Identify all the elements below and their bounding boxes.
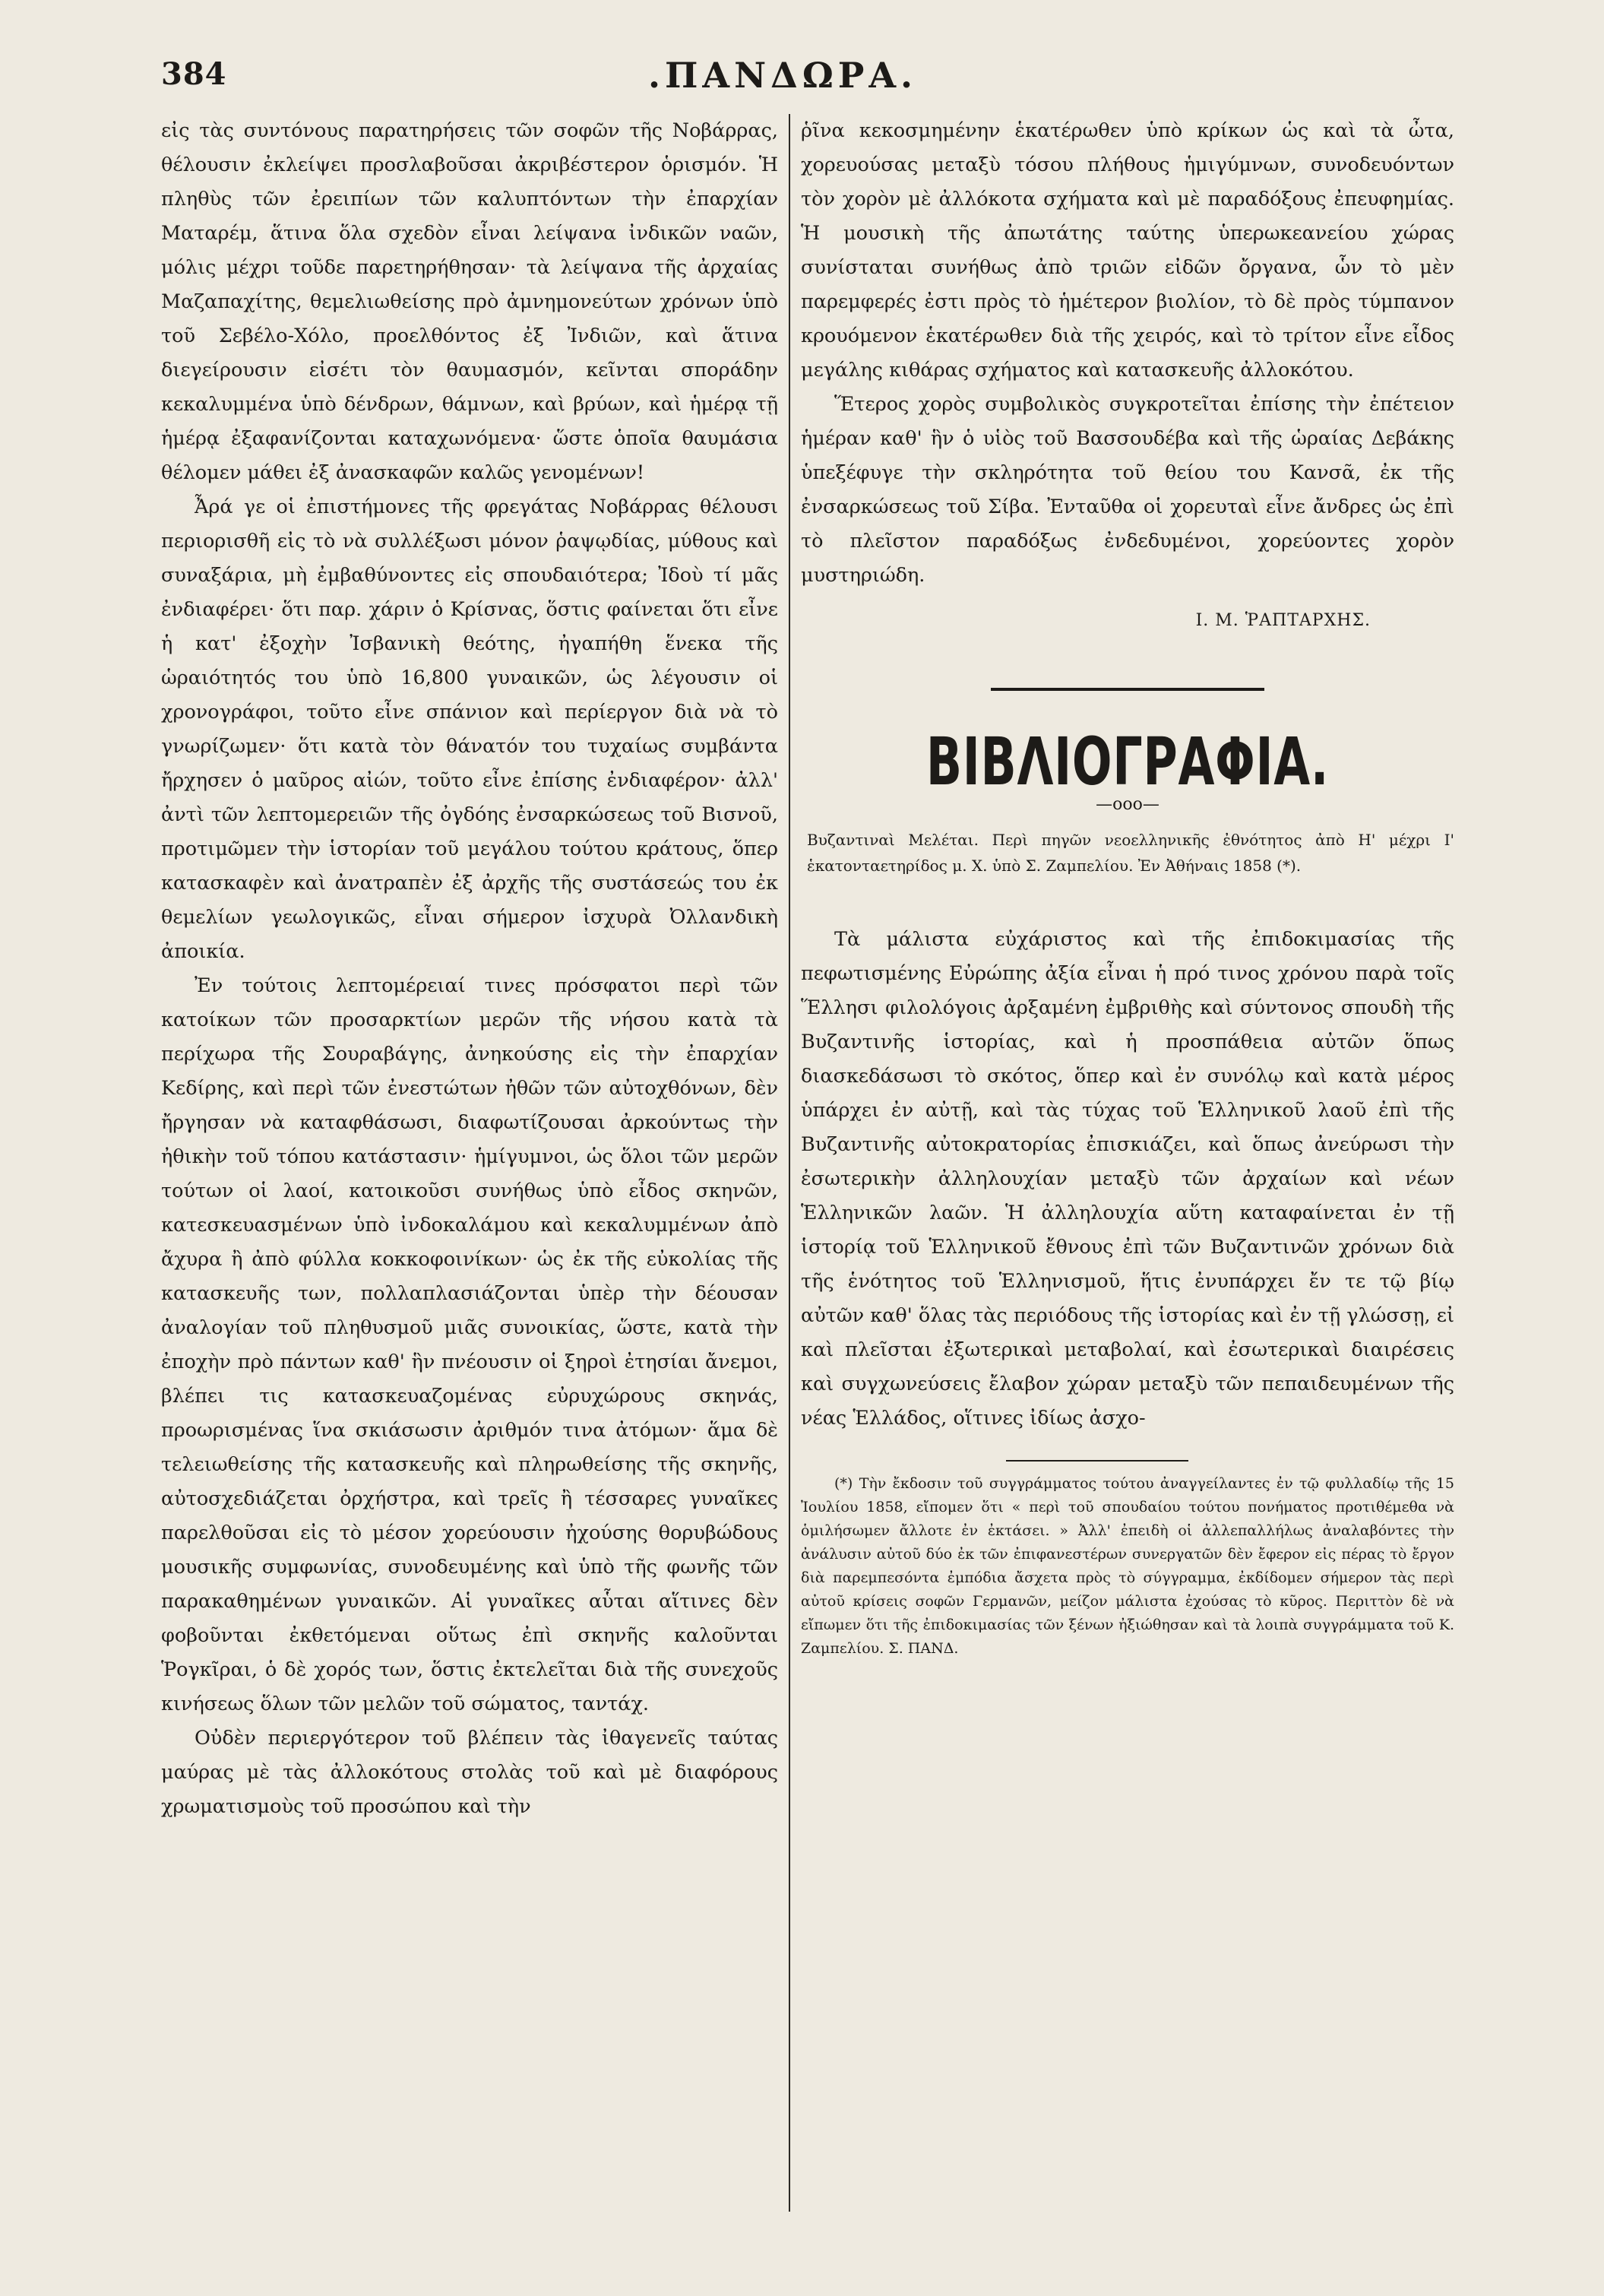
paragraph: Ἕτερος χορὸς συμβολικὸς συγκροτεῖται ἐπίσης τὴν ἐπέτειον ἡμέραν καθ' ἣν ὁ υἱὸς τοῦ Βασσουδέβα καὶ τῆς ὡραίας Δεβάκης ὑπεξέφυγε τὴν σκληρότητα τοῦ θείου του Κανσᾶ, ἐκ τῆς ἐνσαρκώσεως τοῦ Σίβα. Ἐνταῦθα οἱ χορευταὶ εἶνε ἄνδρες ὡς ἐπὶ τὸ πλεῖστον παραδόξως ἐνδεδυμένοι, χορεύοντες χορὸν μυστηριώδη. [801, 393, 1454, 587]
left-column [161, 114, 778, 1824]
paragraph: Ἆρά γε οἱ ἐπιστήμονες τῆς φρεγάτας Νοβάρρας θέλουσι περιορισθῆ εἰς τὸ νὰ συλλέξωσι μόνον ῥαψῳδίας, μύθους καὶ συναξάρια, μὴ ἐμβαθύνοντες εἰς σπουδαιότερα; Ἰδοὺ τί μᾶς ἐνδιαφέρει· ὅτι παρ. χάριν ὁ Κρίσνας, ὅστις φαίνεται ὅτι εἶνε ἡ κατ' ἐξοχὴν Ἰσβανικὴ θεότης, ἠγαπήθη ἕνεκα τῆς ὡραιότητός του ὑπὸ 16,800 γυναικῶν, ὡς λέγουσιν οἱ χρονογράφοι, τοῦτο εἶνε σπάνιον καὶ περίεργον διὰ νὰ τὸ γνωρίζωμεν· ὅτι κατὰ τὸν θάνατόν του τυχαίως συμβάντα ἤρχησεν ὁ μαῦρος αἰών, τοῦτο εἶνε ἐπίσης ἐνδιαφέρον· ἀλλ' ἀντὶ τῶν λεπτομερειῶν τῆς ὀγδόης ἐνσαρκώσεως τοῦ Βισνοῦ, προτιμῶμεν τὴν ἱστορίαν τοῦ μεγάλου τούτου κράτους, ὅπερ κατασκαφὲν καὶ ἀνατραπὲν ἐξ ἀρχῆς τῆς συστάσεώς του ἐκ θεμελίων γεωλογικῶς, εἶναι σήμερον ἰσχυρὰ Ὀλλανδικὴ ἀποικία. [161, 496, 778, 963]
column-divider [789, 114, 790, 2212]
footnote-rule [1006, 1460, 1188, 1462]
section-heading: ΒΙΒΛΙΟΓΡΑΦΙΑ. [925, 724, 1330, 800]
page-number: 384 [161, 56, 227, 92]
author-signature: Ι. Μ. ῬΑΠΤΑΡΧΗΣ. [1195, 611, 1371, 630]
paragraph: Ἐν τούτοις λεπτομέρειαί τινες πρόσφατοι περὶ τῶν κατοίκων τῶν προσαρκτίων μερῶν τῆς νήσου κατὰ τὰ περίχωρα τῆς Σουραβάγης, ἀνηκούσης εἰς τὴν ἐπαρχίαν Κεδίρης, καὶ περὶ τῶν ἐνεστώτων ἠθῶν τῶν αὐτοχθόνων, δὲν ἤργησαν νὰ καταφθάσωσι, διαφωτίζουσαι ἀρκούντως τὴν ἠθικὴν τοῦ τόπου κατάστασιν· ἡμίγυμνοι, ὡς ὅλοι τῶν μερῶν τούτων οἱ λαοί, κατοικοῦσι συνήθως ὑπὸ εἶδος σκηνῶν, κατεσκευασμένων ὑπὸ ἰνδοκαλάμου καὶ κεκαλυμμένων ἀπὸ ἄχυρα ἢ ἀπὸ φύλλα κοκκοφοινίκων· ὡς ἐκ τῆς εὐκολίας τῆς κατασκευῆς των, πολλαπλασιάζονται ὑπὲρ τὴν δέουσαν ἀναλογίαν τοῦ πληθυσμοῦ μιᾶς συνοικίας, ὥστε, κατὰ τὴν ἐποχὴν πρὸ πάντων καθ' ἣν πνέουσιν οἱ ξηροὶ ἐτησίαι ἄνεμοι, βλέπει τις κατασκευαζομένας εὐρυχώρους σκηνάς, προωρισμένας ἵνα σκιάσωσιν ἀριθμόν τινα ἀτόμων· ἅμα δὲ τελειωθείσης τῆς κατασκευῆς καὶ πληρωθείσης τῆς σκηνῆς, αὐτοσχεδιάζεται ὀρχήστρα, καὶ τρεῖς ἢ τέσσαρες γυναῖκες παρελθοῦσαι εἰς τὸ μέσον χορεύουσιν ἠχούσης θορυβώδους μουσικῆς συμφωνίας, συνοδευμένης καὶ ὑπὸ τῆς φωνῆς τῶν παρακαθημένων γυναικῶν. Αἱ γυναῖκες αὗται αἵτινες δὲν φοβοῦνται ἐκθετόμεναι οὕτως ἐπὶ σκηνῆς καλοῦνται Ῥογκῖραι, ὁ δὲ χορός των, ὅστις ἐκτελεῖται διὰ τῆς συνεχοῦς κινήσεως ὅλων τῶν μελῶν τοῦ σώματος, ταντάχ. [161, 974, 778, 1715]
section-rule [991, 688, 1264, 691]
right-column [801, 114, 1454, 1661]
paragraph: εἰς τὰς συντόνους παρατηρήσεις τῶν σοφῶν τῆς Νοβάρρας, θέλουσιν ἐκλείψει προσλαβοῦσαι ἀκριβέστερον ὁρισμόν. Ἡ πληθὺς τῶν ἐρειπίων τῶν καλυπτόντων τὴν ἐπαρχίαν Ματαρέμ, ἅτινα ὅλα σχεδὸν εἶναι λείψανα ἰνδικῶν ναῶν, μόλις μέχρι τοῦδε παρετηρήθησαν· τὰ λείψανα τῆς ἀρχαίας Μαζαπαχίτης, θεμελιωθείσης πρὸ ἀμνημονεύτων χρόνων ὑπὸ τοῦ Σεβέλο-Χόλο, προελθόντος ἐξ Ἰνδιῶν, καὶ ἅτινα διεγείρουσιν εἰσέτι τὸν θαυμασμόν, κεῖνται σποράδην κεκαλυμμένα ὑπὸ δένδρων, θάμνων, καὶ βρύων, καὶ ἡμέρᾳ τῇ ἡμέρᾳ ἐξαφανίζονται καταχωνόμενα· ὥστε ὁποῖα θαυμάσια θέλομεν μάθει ἐξ ἀνασκαφῶν καλῶς γενομένων! [161, 119, 778, 484]
paragraph: ῥῖνα κεκοσμημένην ἑκατέρωθεν ὑπὸ κρίκων ὡς καὶ τὰ ὦτα, χορευούσας μεταξὺ τόσου πλήθους ἡμιγύμνων, συνοδευόντων τὸν χορὸν μὲ ἀλλόκοτα σχήματα καὶ μὲ παραδόξους ἐπευφημίας. Ἡ μουσικὴ τῆς ἀπωτάτης ταύτης ὑπερωκεανείου χώρας συνίσταται συνήθως ἀπὸ τριῶν εἰδῶν ὄργανα, ὧν τὸ μὲν παρεμφερές ἐστι πρὸς τὸ ἡμέτερον βιολίον, τὸ δὲ πρὸς τύμπανον κρουόμενον ἑκατέρωθεν διὰ τῆς χειρός, καὶ τὸ τρίτον εἶνε εἶδος μεγάλης κιθάρας σχήματος καὶ κατασκευῆς ἀλλοκότου. [801, 119, 1454, 382]
footnote: (*) Τὴν ἔκδοσιν τοῦ συγγράμματος τούτου ἀναγγείλαντες ἐν τῷ φυλλαδίῳ τῆς 15 Ἰουλίου 1858, εἴπομεν ὅτι « περὶ τοῦ σπουδαίου τούτου πονήματος προτιθέμεθα νὰ ὁμιλήσωμεν ἄλλοτε ἐν ἐκτάσει. » Ἀλλ' ἐπειδὴ οἱ ἀλλεπαλλήλως ἀναλαβόντες τὴν ἀνάλυσιν αὐτοῦ δύο ἐκ τῶν ἐπιφανεστέρων συνεργατῶν δὲν ἔφερον εἰς πέρας τὸ ἔργον διὰ παρεμπεσόντα ἐμπόδια ἄσχετα πρὸς τὸ σύγγραμμα, ἐκδίδομεν σήμερον τὰς περὶ αὐτοῦ κρίσεις σοφῶν Γερμανῶν, μείζον μάλιστα ἐχούσας τὸ κῦρος. Περιττὸν δὲ νὰ εἴπωμεν ὅτι τῆς ἐπιδοκιμασίας τῶν ξένων ἠξιώθησαν καὶ τὰ λοιπὰ συγγράμματα τοῦ Κ. Ζαμπελίου. Σ. ΠΑΝΔ. [801, 1475, 1454, 1657]
ornament-separator: —οοο— [1096, 795, 1159, 814]
book-reference: Βυζαντιναὶ Μελέται. Περὶ πηγῶν νεοελληνικῆς ἐθνότητος ἀπὸ Η' μέχρι Ι' ἑκατονταετηρίδος μ. Χ. ὑπὸ Σ. Ζαμπελίου. Ἐν Ἀθήναις 1858 (*). [807, 831, 1454, 875]
review-paragraph: Τὰ μάλιστα εὐχάριστος καὶ τῆς ἐπιδοκιμασίας τῆς πεφωτισμένης Εὐρώπης ἀξία εἶναι ἡ πρό τινος χρόνου παρὰ τοῖς Ἕλλησι φιλολόγοις ἀρξαμένη ἐμβριθὴς καὶ σύντονος σπουδὴ τῆς Βυζαντινῆς ἱστορίας, καὶ ἡ προσπάθεια αὐτῶν ὅπως διασκεδάσωσι τὸ σκότος, ὅπερ καὶ ἐν συνόλῳ καὶ κατὰ μέρος ὑπάρχει ἐν αὐτῇ, καὶ τὰς τύχας τοῦ Ἑλληνικοῦ λαοῦ ἐπὶ τῆς Βυζαντινῆς αὐτοκρατορίας ἐπισκιάζει, καὶ ὅπως ἀνεύρωσι τὴν ἐσωτερικὴν ἀλληλουχίαν μεταξὺ τῶν ἀρχαίων καὶ νέων Ἑλληνικῶν λαῶν. Ἡ ἀλληλουχία αὕτη καταφαίνεται ἐν τῇ ἱστορίᾳ τοῦ Ἑλληνικοῦ ἔθνους ἐπὶ τῶν Βυζαντινῶν χρόνων διὰ τῆς ἑνότητος τοῦ Ἑλληνισμοῦ, ἥτις ἐνυπάρχει ἔν τε τῷ βίῳ αὐτῶν καθ' ὅλας τὰς περιόδους τῆς ἱστορίας καὶ ἐν τῇ γλώσσῃ, εἰ καὶ πλεῖσται ἐξωτερικαὶ μεταβολαί, καὶ ἐσωτερικαὶ διαιρέσεις καὶ συγχωνεύσεις ἔλαβον χώραν μεταξὺ τῶν πεπαιδευμένων τῆς νέας Ἑλλάδος, οἵτινες ἰδίως ἀσχο- [801, 928, 1454, 1430]
paragraph: Οὐδὲν περιεργότερον τοῦ βλέπειν τὰς ἰθαγενεῖς ταύτας μαύρας μὲ τὰς ἀλλοκότους στολὰς τοῦ καὶ μὲ διαφόρους χρωματισμοὺς τοῦ προσώπου καὶ τὴν [161, 1727, 778, 1818]
running-title: .ΠΑΝΔΩΡΑ. [647, 55, 918, 96]
